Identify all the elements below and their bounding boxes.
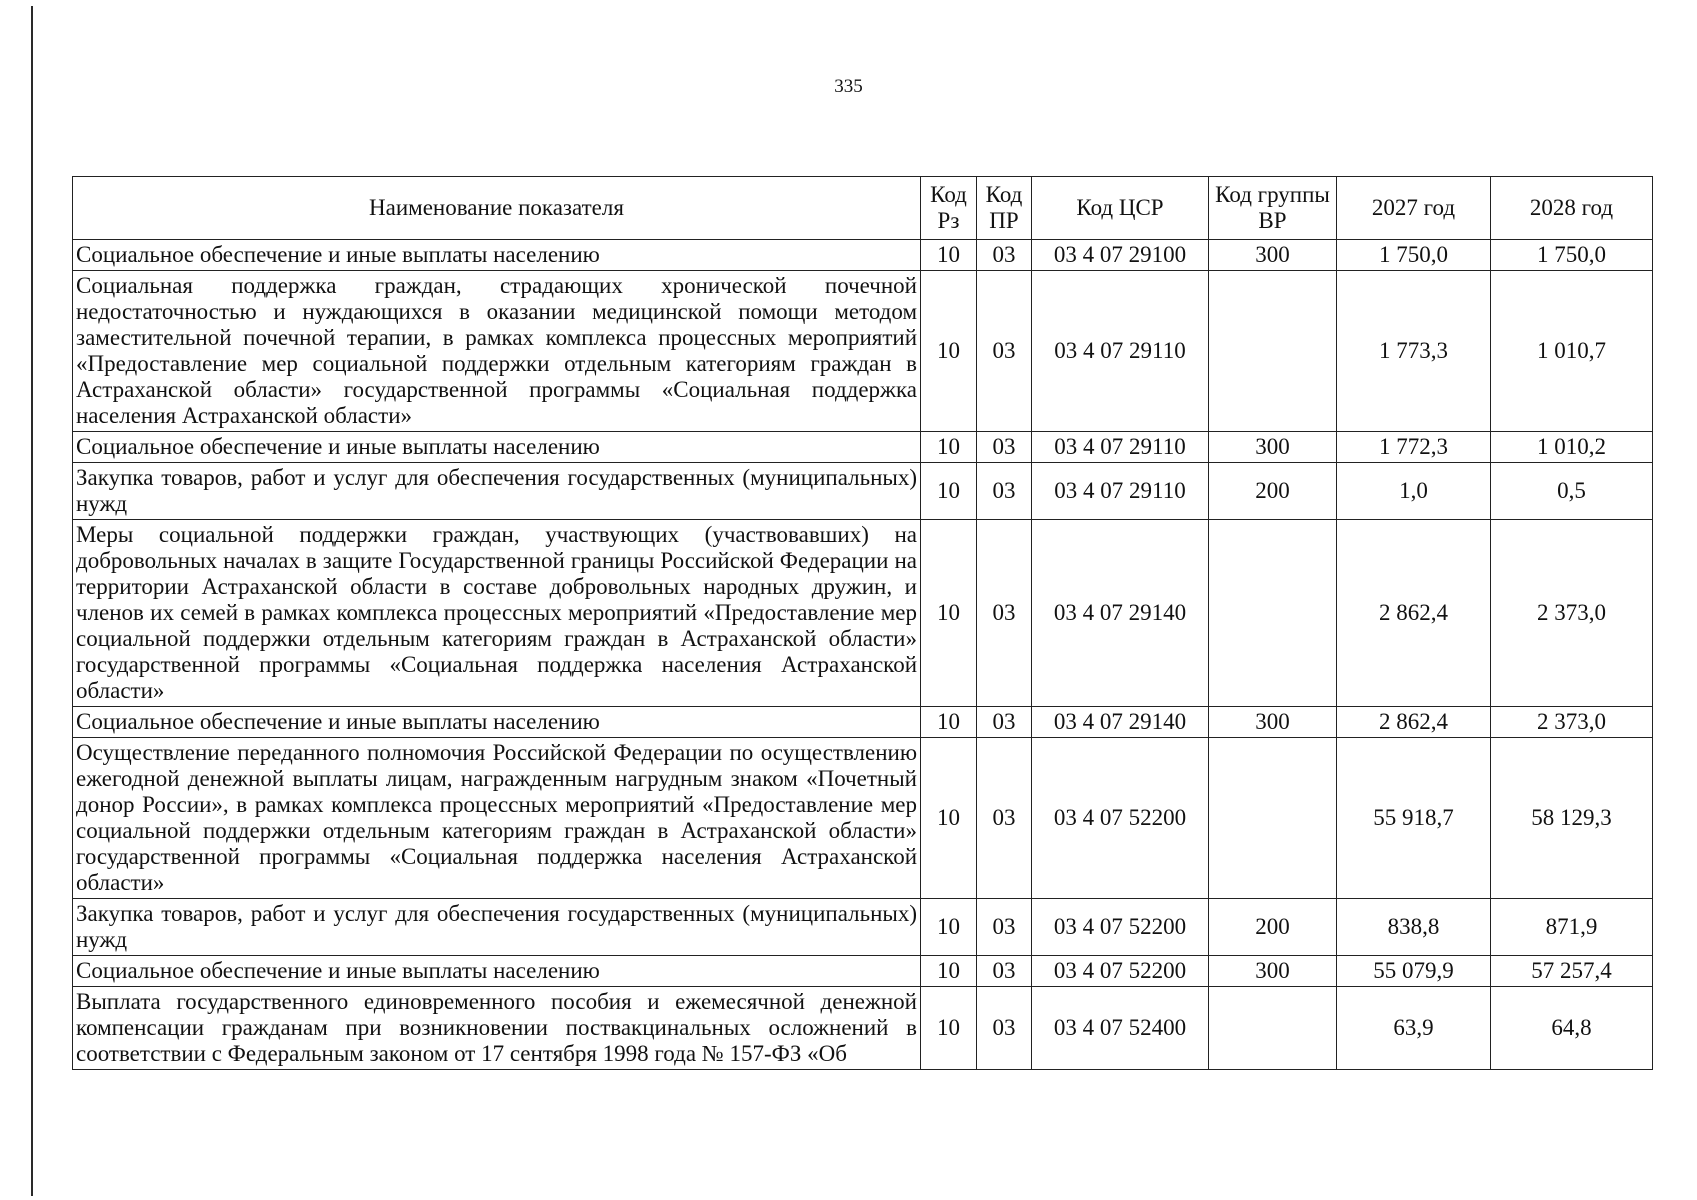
header-pr: Код ПР: [977, 177, 1032, 240]
header-name: Наименование показателя: [73, 177, 921, 240]
row-2027: 55 079,9: [1337, 956, 1491, 987]
table-header-row: [73, 177, 1653, 240]
row-rz: 10: [921, 240, 977, 271]
row-pr: 03: [977, 463, 1032, 520]
row-csr: 03 4 07 29110: [1032, 463, 1209, 520]
row-pr: 03: [977, 899, 1032, 956]
row-rz: 10: [921, 707, 977, 738]
header-2027: 2027 год: [1337, 177, 1491, 240]
row-vr: 200: [1209, 463, 1337, 520]
row-pr: 03: [977, 738, 1032, 899]
row-2027: 1 772,3: [1337, 432, 1491, 463]
page-number: 335: [834, 76, 863, 97]
row-name: Социальное обеспечение и иные выплаты населению: [73, 432, 921, 463]
table-row: [73, 240, 1653, 271]
row-rz: 10: [921, 520, 977, 707]
row-2027: 1,0: [1337, 463, 1491, 520]
row-2028: 64,8: [1491, 987, 1653, 1070]
row-2028: 2 373,0: [1491, 520, 1653, 707]
table-row: [73, 271, 1653, 432]
row-name: Выплата государственного единовременного пособия и ежемесячной денежной компенсации гражданам при возникновении поствакцинальных осложнений в соответствии с Федеральным законом от 17 сентября 1998 года № 157-ФЗ «Об: [73, 987, 921, 1070]
row-vr: [1209, 271, 1337, 432]
row-rz: 10: [921, 463, 977, 520]
row-csr: 03 4 07 29110: [1032, 432, 1209, 463]
row-2028: 1 010,7: [1491, 271, 1653, 432]
row-csr: 03 4 07 29110: [1032, 271, 1209, 432]
row-vr: [1209, 987, 1337, 1070]
row-csr: 03 4 07 52200: [1032, 956, 1209, 987]
row-name: Меры социальной поддержки граждан, участвующих (участвовавших) на добровольных началах в защите Государственной границы Российской Федерации на территории Астраханской области в составе добровольных народных дружин, и членов их семей в рамках комплекса процессных мероприятий «Предоставление мер социальной поддержки отдельным категориям граждан в Астраханской области» государственной программы «Социальная поддержка населения Астраханской области»: [73, 520, 921, 707]
header-2028: 2028 год: [1491, 177, 1653, 240]
row-vr: 200: [1209, 899, 1337, 956]
row-csr: 03 4 07 29100: [1032, 240, 1209, 271]
row-rz: 10: [921, 271, 977, 432]
table-row: [73, 520, 1653, 707]
header-csr: Код ЦСР: [1032, 177, 1209, 240]
row-pr: 03: [977, 240, 1032, 271]
row-name: Социальная поддержка граждан, страдающих хронической почечной недостаточностью и нуждающихся в оказании медицинской помощи методом заместительной почечной терапии, в рамках комплекса процессных мероприятий «Предоставление мер социальной поддержки отдельным категориям граждан в Астраханской области» государственной программы «Социальная поддержка населения Астраханской области»: [73, 271, 921, 432]
row-name: Закупка товаров, работ и услуг для обеспечения государственных (муниципальных) нужд: [73, 899, 921, 956]
table-row: [73, 707, 1653, 738]
budget-table: [72, 176, 1653, 1070]
table-row: [73, 987, 1653, 1070]
row-vr: 300: [1209, 432, 1337, 463]
row-2028: 57 257,4: [1491, 956, 1653, 987]
table-row: [73, 738, 1653, 899]
row-2028: 1 750,0: [1491, 240, 1653, 271]
row-rz: 10: [921, 738, 977, 899]
row-2027: 1 773,3: [1337, 271, 1491, 432]
table-row: [73, 432, 1653, 463]
table-row: [73, 956, 1653, 987]
row-rz: 10: [921, 987, 977, 1070]
row-vr: [1209, 738, 1337, 899]
row-2028: 0,5: [1491, 463, 1653, 520]
row-name: Осуществление переданного полномочия Российской Федерации по осуществлению ежегодной денежной выплаты лицам, награжденным нагрудным знаком «Почетный донор России», в рамках комплекса процессных мероприятий «Предоставление мер социальной поддержки отдельным категориям граждан в Астраханской области» государственной программы «Социальная поддержка населения Астраханской области»: [73, 738, 921, 899]
header-vr: Код группы ВР: [1209, 177, 1337, 240]
row-name: Социальное обеспечение и иные выплаты населению: [73, 240, 921, 271]
row-name: Закупка товаров, работ и услуг для обеспечения государственных (муниципальных) нужд: [73, 463, 921, 520]
row-vr: 300: [1209, 707, 1337, 738]
row-name: Социальное обеспечение и иные выплаты населению: [73, 707, 921, 738]
row-csr: 03 4 07 52200: [1032, 738, 1209, 899]
binding-margin-line: [31, 6, 33, 1196]
row-pr: 03: [977, 432, 1032, 463]
row-rz: 10: [921, 432, 977, 463]
table-row: [73, 899, 1653, 956]
row-pr: 03: [977, 520, 1032, 707]
row-2027: 1 750,0: [1337, 240, 1491, 271]
row-pr: 03: [977, 987, 1032, 1070]
row-pr: 03: [977, 707, 1032, 738]
row-2028: 871,9: [1491, 899, 1653, 956]
row-csr: 03 4 07 52400: [1032, 987, 1209, 1070]
row-pr: 03: [977, 271, 1032, 432]
row-2027: 55 918,7: [1337, 738, 1491, 899]
header-rz: Код Рз: [921, 177, 977, 240]
row-2028: 58 129,3: [1491, 738, 1653, 899]
row-csr: 03 4 07 29140: [1032, 520, 1209, 707]
row-2028: 1 010,2: [1491, 432, 1653, 463]
row-vr: [1209, 520, 1337, 707]
row-vr: 300: [1209, 956, 1337, 987]
row-csr: 03 4 07 52200: [1032, 899, 1209, 956]
row-rz: 10: [921, 956, 977, 987]
row-rz: 10: [921, 899, 977, 956]
row-2027: 63,9: [1337, 987, 1491, 1070]
row-vr: 300: [1209, 240, 1337, 271]
row-2027: 2 862,4: [1337, 520, 1491, 707]
row-2027: 2 862,4: [1337, 707, 1491, 738]
row-2027: 838,8: [1337, 899, 1491, 956]
row-pr: 03: [977, 956, 1032, 987]
table-row: [73, 463, 1653, 520]
row-csr: 03 4 07 29140: [1032, 707, 1209, 738]
row-2028: 2 373,0: [1491, 707, 1653, 738]
row-name: Социальное обеспечение и иные выплаты населению: [73, 956, 921, 987]
